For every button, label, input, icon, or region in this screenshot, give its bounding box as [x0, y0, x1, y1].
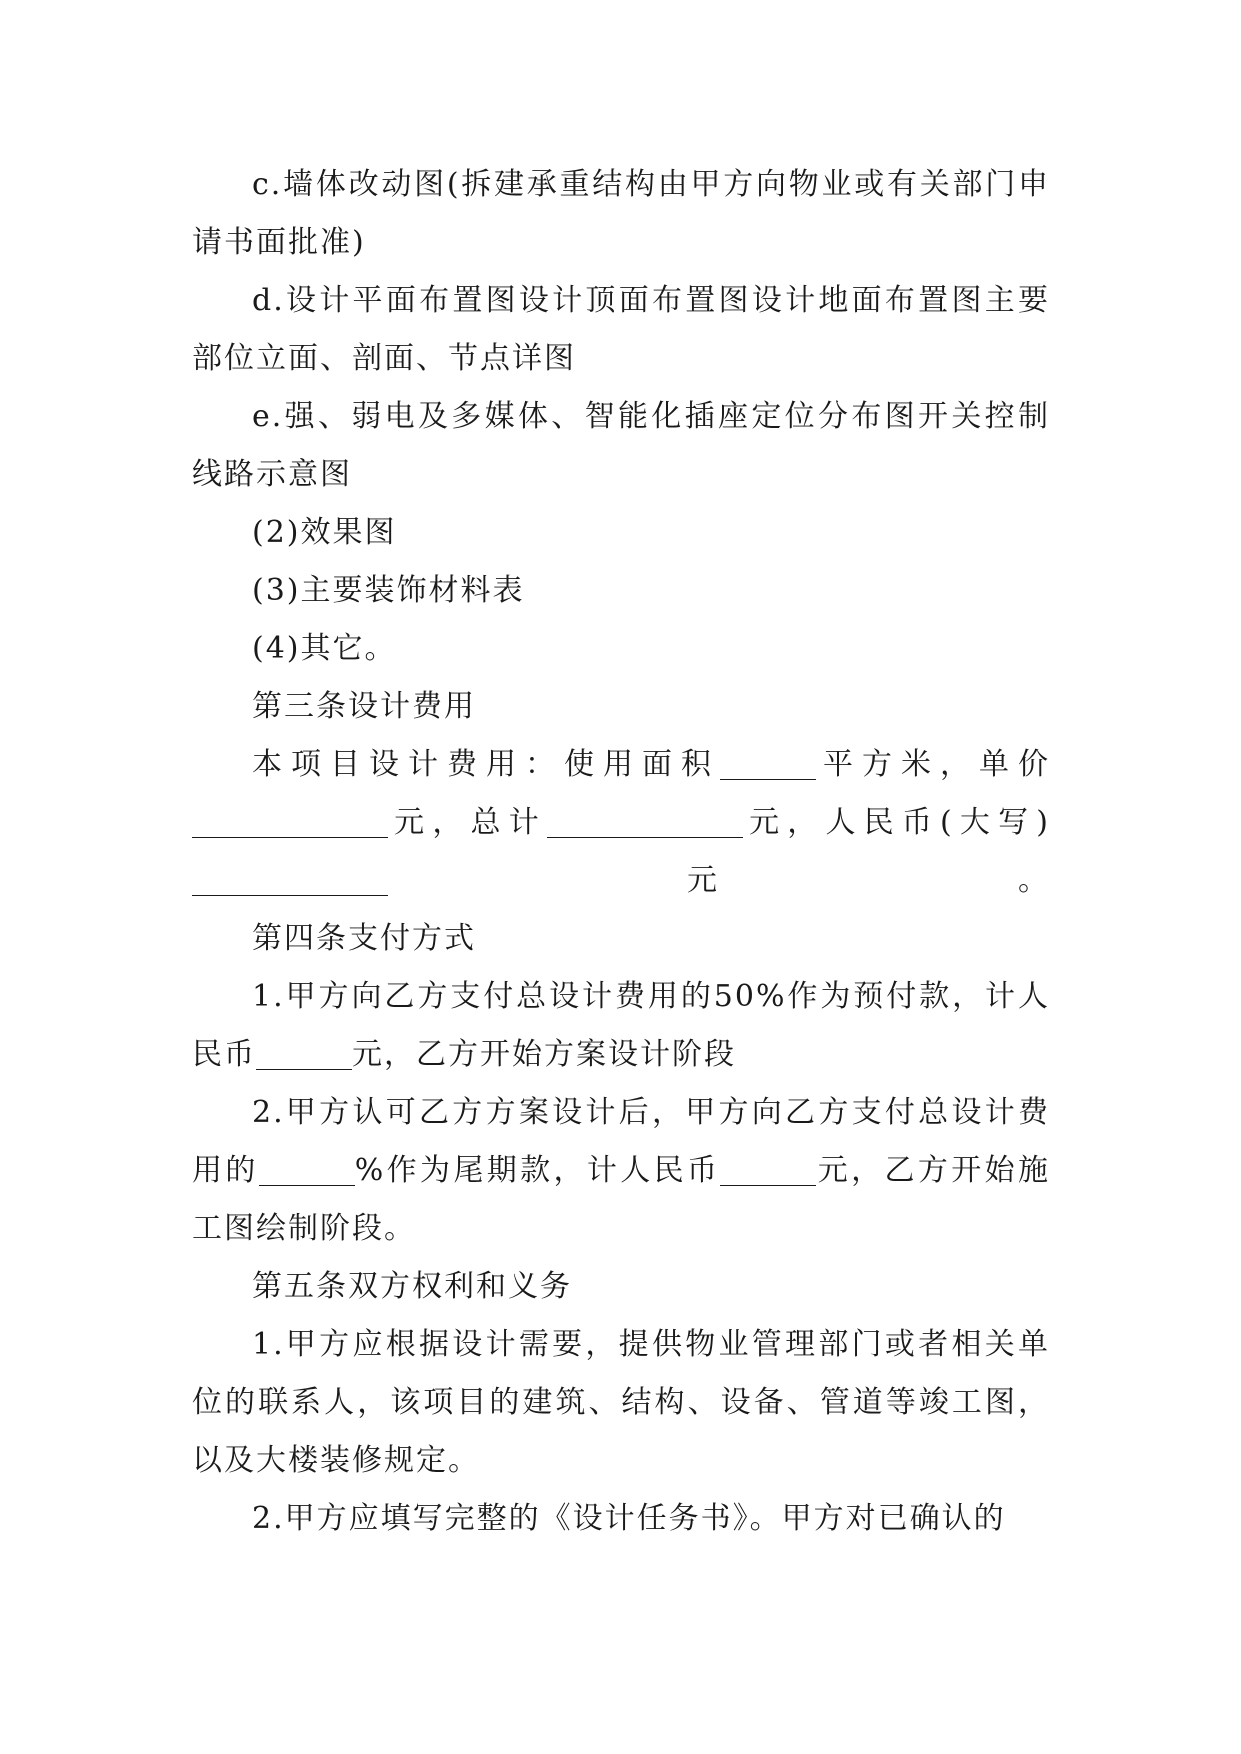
- pay2-text-3: 元，乙方开始施工图绘制阶段。: [192, 1153, 1050, 1246]
- paragraph-item-d: d.设计平面布置图设计顶面布置图设计地面布置图主要部位立面、剖面、节点详图: [192, 283, 1050, 376]
- article-4-heading: 第四条支付方式: [252, 921, 476, 956]
- pay2-text-1: 2.甲方认可乙方方案设计后，甲方向乙方支付总设计费用的: [192, 1095, 1050, 1188]
- paragraph-item-4: (4)其它。: [252, 631, 397, 666]
- paragraph-item-c: c.墙体改动图(拆建承重结构由甲方向物业或有关部门申请书面批准): [192, 167, 1050, 260]
- pay1-text-1: 1.甲方向乙方支付总设计费用的50%作为预付款，计人民币: [192, 979, 1050, 1072]
- fee-text-3: 元，总计: [388, 805, 547, 840]
- paragraph-item-2: (2)效果图: [252, 515, 397, 550]
- pay2-text-2: %作为尾期款，计人民币: [354, 1153, 721, 1188]
- design-fee-paragraph: [192, 736, 1050, 910]
- area-blank: [720, 749, 816, 780]
- payment-clause-2: [192, 1084, 1050, 1258]
- article-3-heading: 第三条设计费用: [252, 689, 476, 724]
- paragraph-item-e: e.强、弱电及多媒体、智能化插座定位分布图开关控制线路示意图: [192, 399, 1050, 492]
- fee-text-5: 元。: [388, 863, 1050, 898]
- rmb-uppercase-blank: [192, 865, 388, 896]
- paragraph-item-3: (3)主要装饰材料表: [252, 573, 525, 608]
- prepay-amount-blank: [256, 1039, 352, 1070]
- total-blank: [547, 807, 743, 838]
- fee-text-2: 平方米，单价: [816, 747, 1050, 782]
- final-amount-blank: [720, 1155, 816, 1186]
- final-percent-blank: [259, 1155, 355, 1186]
- unit-price-blank: [192, 807, 388, 838]
- duty-clause-1: 1.甲方应根据设计需要，提供物业管理部门或者相关单位的联系人，该项目的建筑、结构、设备、管道等竣工图，以及大楼装修规定。: [192, 1327, 1050, 1478]
- article-5-heading: 第五条双方权利和义务: [252, 1269, 572, 1304]
- payment-clause-1: [192, 968, 1050, 1084]
- document-body: [192, 156, 1050, 1548]
- pay1-text-2: 元，乙方开始方案设计阶段: [352, 1037, 736, 1072]
- fee-text-1: 本项目设计费用：使用面积: [252, 747, 720, 782]
- fee-text-4: 元，人民币(大写): [742, 805, 1050, 840]
- duty-clause-2: 2.甲方应填写完整的《设计任务书》。甲方对已确认的: [252, 1501, 1006, 1536]
